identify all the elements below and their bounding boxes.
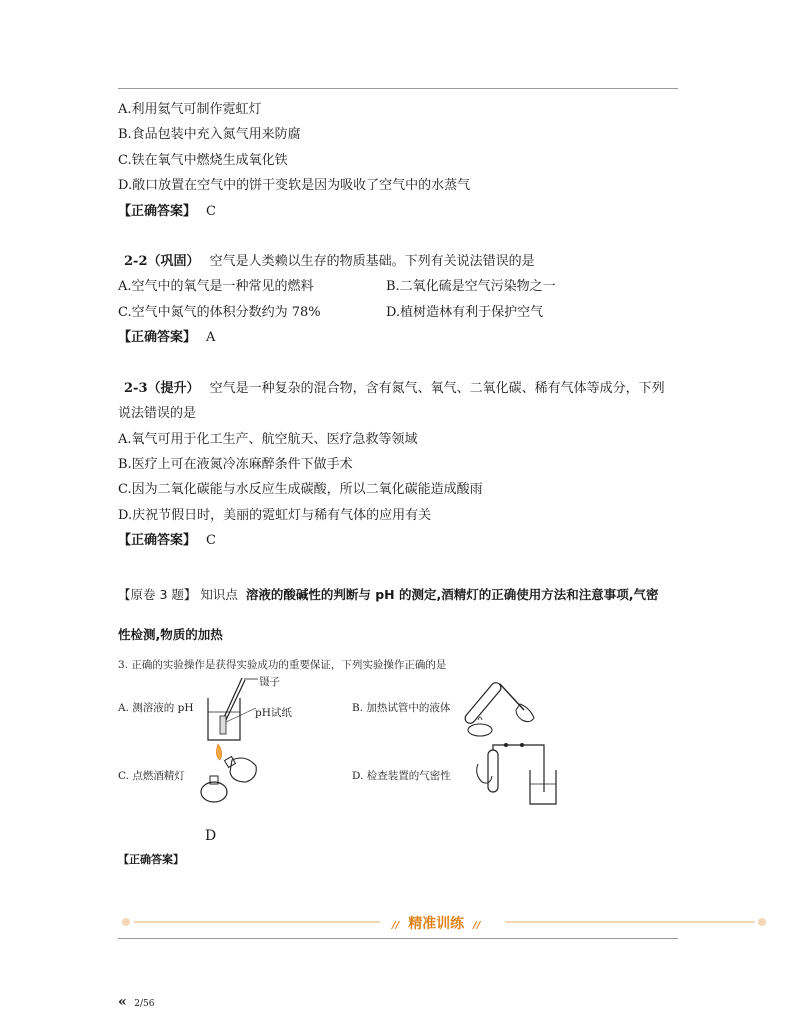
q2-2-stem (124, 250, 535, 269)
original3-header-prefix: 【原卷 3 题】 知识点 (118, 587, 238, 602)
tweezers-label: 镊子 (259, 676, 280, 688)
q2-2-stem-text: 空气是人类赖以生存的物质基础。下列有关说法错误的是 (209, 254, 535, 269)
answer-label: 【正确答案】 (118, 204, 197, 219)
original3-option-b: B. 加热试管中的液体 (352, 702, 451, 714)
answer-value: C (206, 204, 216, 219)
footer (118, 994, 154, 1010)
q2-1-option-c: C.铁在氧气中燃烧生成氧化铁 (118, 153, 288, 168)
banner-title-text: 精准训练 (408, 916, 465, 932)
banner-deco-left: // (392, 920, 400, 931)
ph-paper-label: pH试纸 (255, 707, 292, 719)
original3-header-line1 (118, 585, 658, 603)
q2-2-answer (118, 326, 215, 345)
banner-title (392, 913, 480, 933)
q2-3-option-c: C.因为二氧化碳能与水反应生成碳酸，所以二氧化碳能造成酸雨 (118, 482, 483, 497)
banner-dot-left (122, 918, 130, 926)
banner-line-right (505, 921, 755, 923)
airtightness-figure (470, 742, 560, 808)
answer-value: C (206, 533, 216, 548)
bottom-rule (118, 938, 678, 939)
footer-chevron-icon: « (118, 994, 127, 1010)
q2-2-option-b: B.二氧化硫是空气污染物之一 (386, 279, 556, 294)
answer-label: 【正确答案】 (118, 330, 197, 345)
original3-header-topics: 溶液的酸碱性的判断与 pH 的测定,酒精灯的正确使用方法和注意事项,气密 (245, 587, 659, 602)
answer-value: A (206, 330, 216, 345)
q2-3-stem-text: 空气是一种复杂的混合物，含有氮气、氧气、二氧化碳、稀有气体等成分，下列 (209, 381, 665, 396)
q2-2-option-c: C.空气中氮气的体积分数约为 78% (118, 305, 321, 320)
q2-1-option-a: A.利用氦气可制作霓虹灯 (118, 102, 262, 117)
original3-option-a: A. 测溶液的 pH (118, 702, 194, 714)
banner-line-left (134, 921, 380, 923)
q2-1-option-b: B.食品包装中充入氮气用来防腐 (118, 127, 301, 142)
q2-1-option-d: D.敞口放置在空气中的饼干变软是因为吸收了空气中的水蒸气 (118, 178, 471, 193)
q2-3-stem-line2: 说法错误的是 (118, 406, 197, 421)
q2-3-option-b: B.医疗上可在液氮冷冻麻醉条件下做手术 (118, 457, 353, 472)
page-number: 2/56 (134, 999, 155, 1009)
q2-2-number: 2-2（巩固） (124, 254, 200, 269)
answer-label: 【正确答案】 (118, 533, 197, 548)
original3-header-line2: 性检测,物质的加热 (118, 627, 223, 642)
original3-stem: 3. 正确的实验操作是获得实验成功的重要保证，下列实验操作正确的是 (118, 659, 447, 671)
banner-dot-right (758, 918, 766, 926)
original3-answer-value: D (205, 828, 217, 844)
q2-3-answer (118, 529, 216, 548)
q2-3-option-a: A.氧气可用于化工生产、航空航天、医疗急救等领域 (118, 432, 418, 447)
banner-deco-right: // (473, 920, 481, 931)
q2-3-stem-line1 (124, 377, 665, 396)
lighting-lamp-figure (196, 740, 266, 808)
q2-2-option-a: A.空气中的氧气是一种常见的燃料 (118, 279, 314, 294)
q2-2-option-d: D.植树造林有利于保护空气 (386, 305, 544, 320)
original3-answer-label: 【正确答案】 (118, 853, 184, 866)
original3-option-c: C. 点燃酒精灯 (118, 770, 185, 782)
original3-option-d: D. 检查装置的气密性 (352, 770, 451, 782)
q2-1-answer (118, 200, 216, 219)
top-rule (118, 88, 678, 89)
heating-test-tube-figure (460, 670, 550, 742)
q2-3-option-d: D.庆祝节假日时，美丽的霓虹灯与稀有气体的应用有关 (118, 508, 432, 523)
q2-3-number: 2-3（提升） (124, 381, 200, 396)
